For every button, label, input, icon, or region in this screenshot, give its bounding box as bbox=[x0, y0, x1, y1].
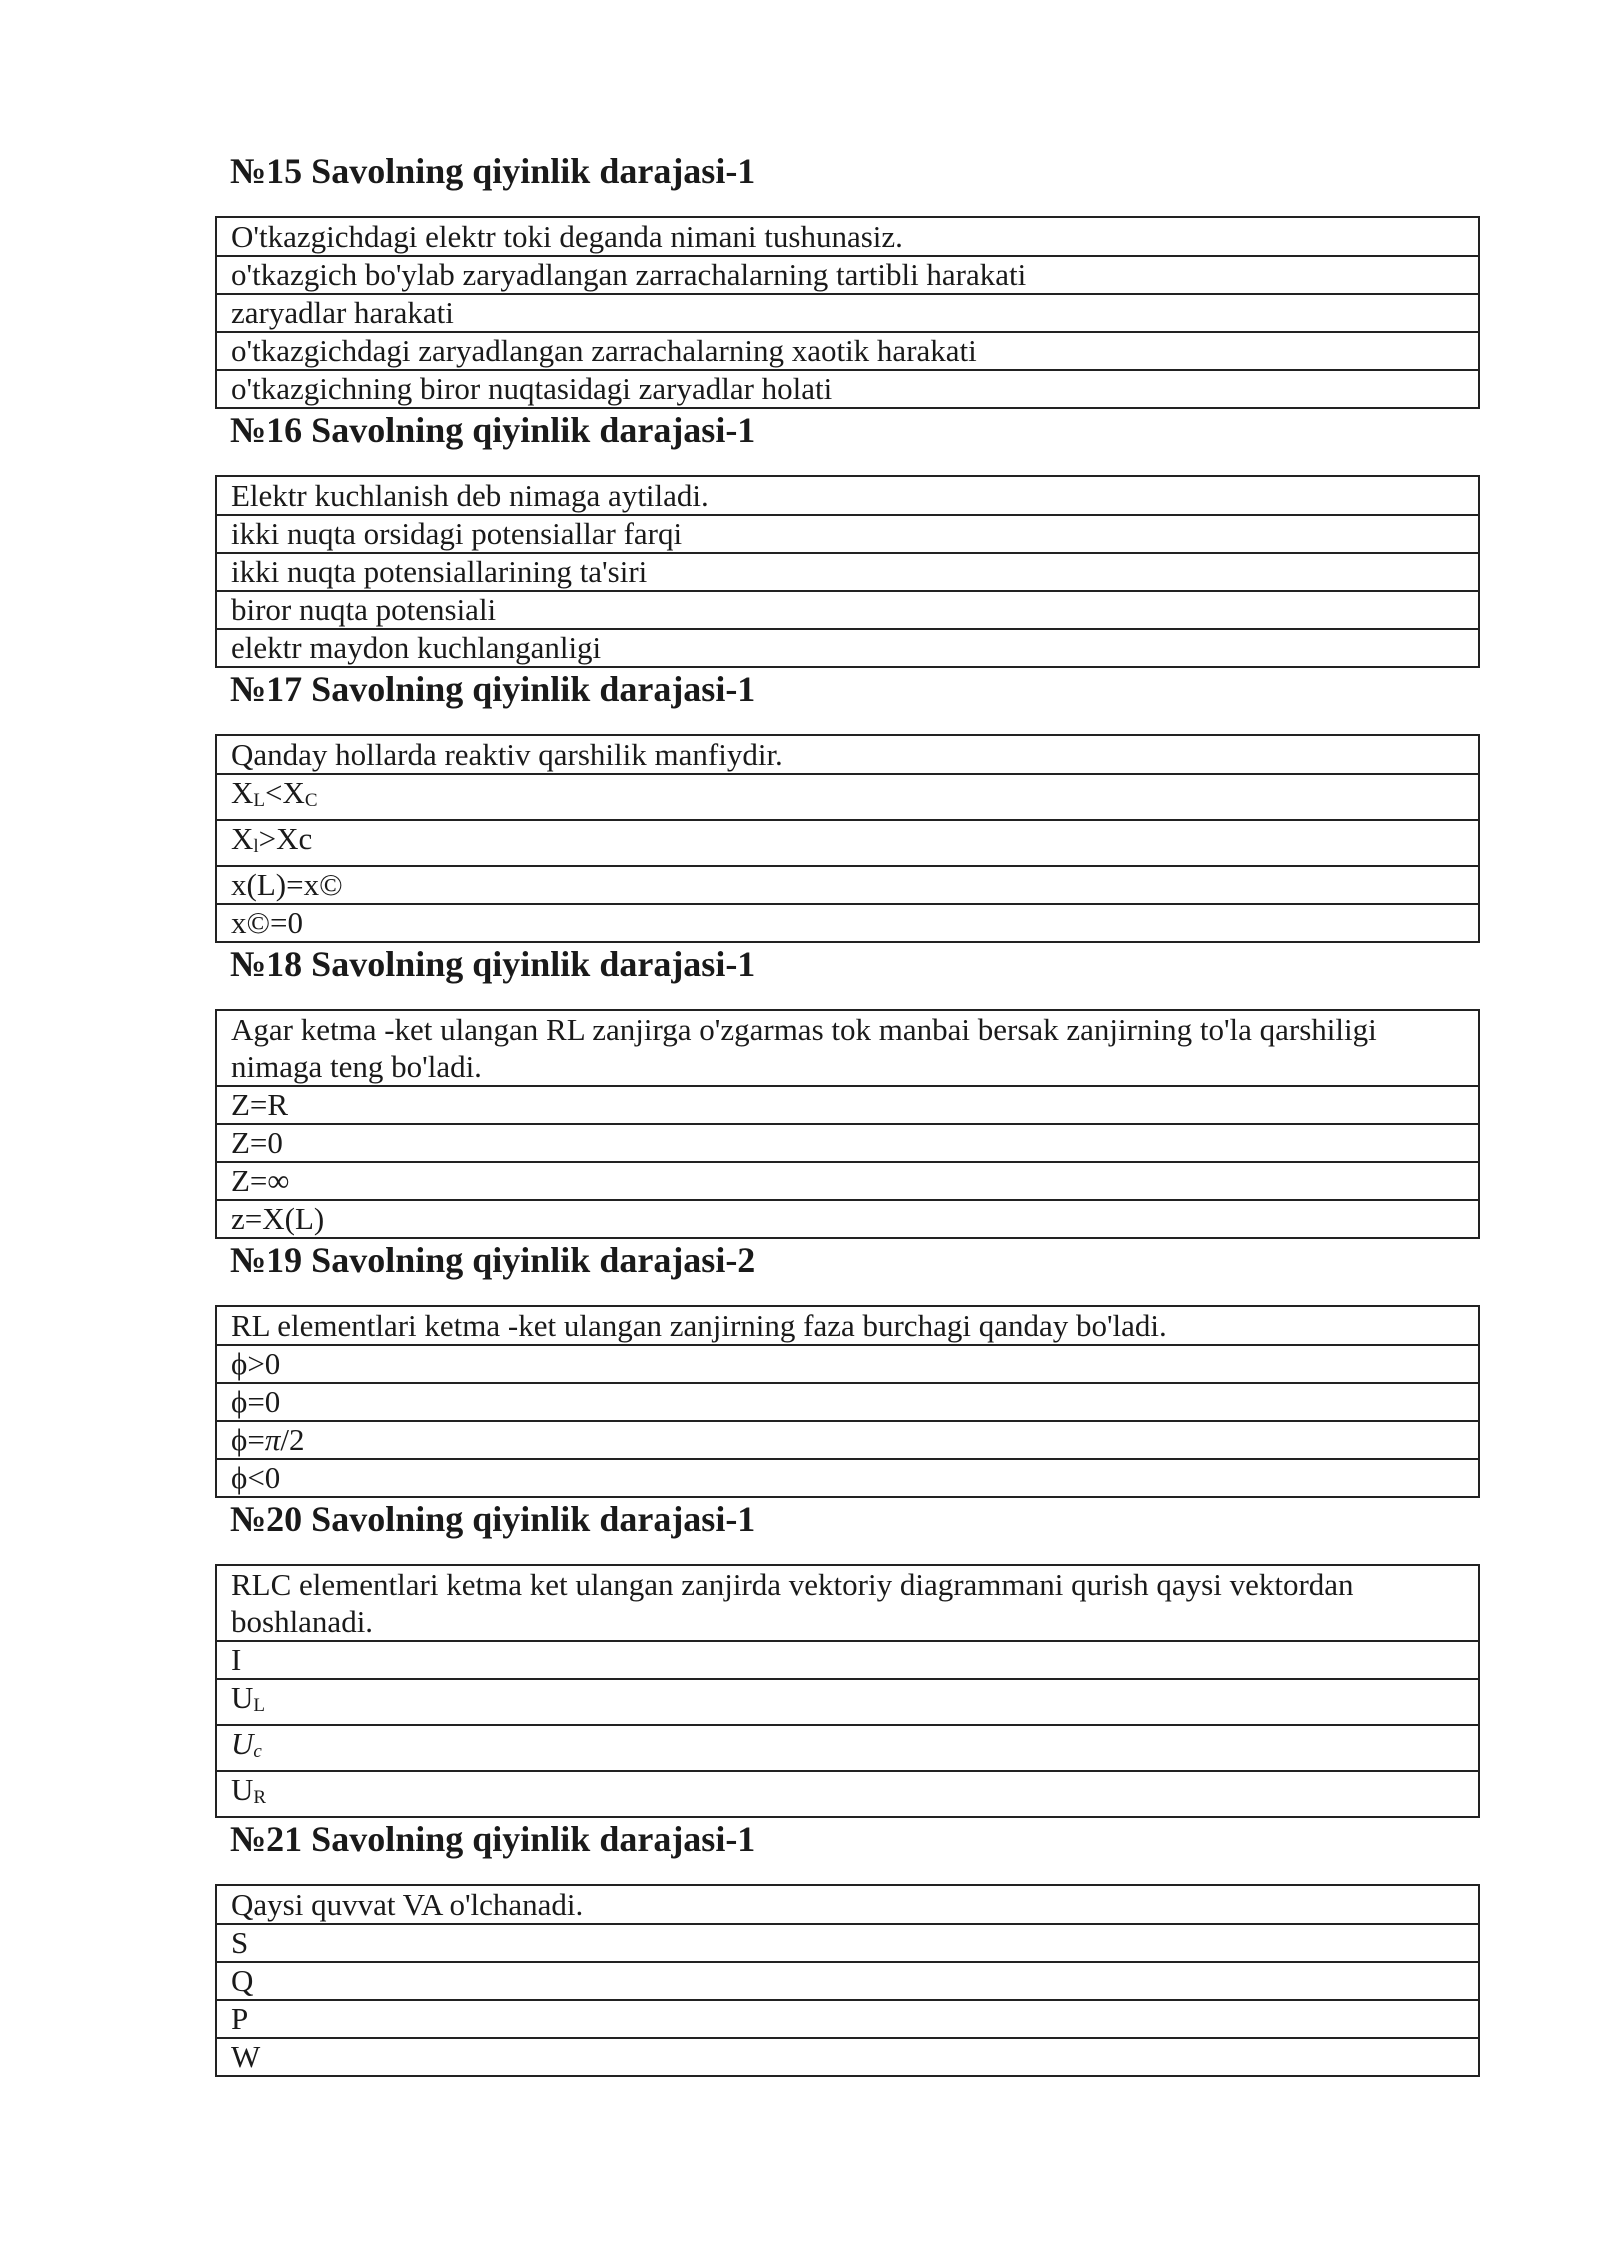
question-text: Qaysi quvvat VA o'lchanadi. bbox=[231, 1887, 584, 1922]
question-text: RL elementlari ketma -ket ulangan zanjirning faza burchagi qanday bo'ladi. bbox=[231, 1308, 1167, 1343]
answer-option: x(L)=x© bbox=[217, 865, 1478, 903]
answer-option: I bbox=[217, 1640, 1478, 1678]
answer-option: zaryadlar harakati bbox=[217, 293, 1478, 331]
question-block-17 bbox=[215, 668, 1480, 943]
answer-option: W bbox=[217, 2037, 1478, 2075]
answer-option: x©=0 bbox=[217, 903, 1478, 941]
question-table bbox=[215, 1009, 1480, 1239]
formula-mid: <X bbox=[265, 775, 305, 810]
answer-option: biror nuqta potensiali bbox=[217, 590, 1478, 628]
formula-subscript: L bbox=[253, 1695, 265, 1716]
formula-post: /2 bbox=[280, 1422, 305, 1457]
question-table bbox=[215, 1564, 1480, 1818]
formula-pre: ϕ= bbox=[231, 1422, 265, 1457]
question-heading: №17 Savolning qiyinlik darajasi-1 bbox=[230, 669, 756, 709]
answer-option bbox=[217, 819, 1478, 865]
question-heading: №18 Savolning qiyinlik darajasi-1 bbox=[230, 944, 756, 984]
question-text: Elektr kuchlanish deb nimaga aytiladi. bbox=[231, 478, 709, 513]
question-block-20 bbox=[215, 1498, 1480, 1818]
answer-option bbox=[217, 1770, 1478, 1816]
question-block-19 bbox=[215, 1239, 1480, 1498]
question-table bbox=[215, 734, 1480, 943]
formula-main: U bbox=[231, 1726, 254, 1761]
question-heading: №21 Savolning qiyinlik darajasi-1 bbox=[230, 1819, 756, 1859]
question-heading: №20 Savolning qiyinlik darajasi-1 bbox=[230, 1499, 756, 1539]
answer-option: Z=R bbox=[217, 1085, 1478, 1123]
formula-subscript: l bbox=[253, 836, 259, 857]
question-table bbox=[215, 1305, 1480, 1498]
answer-option: Q bbox=[217, 1961, 1478, 1999]
test-page bbox=[215, 150, 1480, 2077]
formula-main: U bbox=[231, 1680, 254, 1715]
answer-option: ϕ=0 bbox=[217, 1382, 1478, 1420]
question-heading: №19 Savolning qiyinlik darajasi-2 bbox=[230, 1240, 756, 1280]
formula-main: X bbox=[231, 821, 254, 856]
answer-option bbox=[217, 1678, 1478, 1724]
question-text: Agar ketma -ket ulangan RL zanjirga o'zgarmas tok manbai bersak zanjirning to'la qarshiligi nimaga teng bo'ladi. bbox=[231, 1012, 1377, 1084]
formula-main: X bbox=[231, 775, 254, 810]
formula-subscript: C bbox=[304, 790, 318, 811]
answer-option bbox=[217, 1420, 1478, 1458]
formula-subscript: R bbox=[253, 1787, 267, 1808]
answer-option: z=X(L) bbox=[217, 1199, 1478, 1237]
question-heading: №15 Savolning qiyinlik darajasi-1 bbox=[230, 151, 756, 191]
answer-option: ikki nuqta potensiallarining ta'siri bbox=[217, 552, 1478, 590]
answer-option: o'tkazgichdagi zaryadlangan zarrachalarning xaotik harakati bbox=[217, 331, 1478, 369]
question-heading: №16 Savolning qiyinlik darajasi-1 bbox=[230, 410, 756, 450]
question-text: O'tkazgichdagi elektr toki deganda nimani tushunasiz. bbox=[231, 219, 903, 254]
question-table bbox=[215, 475, 1480, 668]
formula-mid: >Xc bbox=[258, 821, 313, 856]
formula-subscript: L bbox=[253, 790, 265, 811]
answer-option: elektr maydon kuchlanganligi bbox=[217, 628, 1478, 666]
question-block-18 bbox=[215, 943, 1480, 1239]
pi-symbol: π bbox=[264, 1422, 281, 1457]
formula-subscript: c bbox=[253, 1741, 262, 1762]
question-block-15 bbox=[215, 150, 1480, 409]
question-block-21 bbox=[215, 1818, 1480, 2077]
answer-option: o'tkazgich bo'ylab zaryadlangan zarrachalarning tartibli harakati bbox=[217, 255, 1478, 293]
question-table bbox=[215, 216, 1480, 409]
answer-option: ϕ>0 bbox=[217, 1344, 1478, 1382]
formula-main: U bbox=[231, 1772, 254, 1807]
answer-option: S bbox=[217, 1923, 1478, 1961]
answer-option: o'tkazgichning biror nuqtasidagi zaryadlar holati bbox=[217, 369, 1478, 407]
question-text: RLC elementlari ketma ket ulangan zanjirda vektoriy diagrammani qurish qaysi vektordan boshlanadi. bbox=[231, 1567, 1354, 1639]
answer-option bbox=[217, 773, 1478, 819]
answer-option: P bbox=[217, 1999, 1478, 2037]
question-text: Qanday hollarda reaktiv qarshilik manfiydir. bbox=[231, 737, 783, 772]
answer-option: ϕ<0 bbox=[217, 1458, 1478, 1496]
question-table bbox=[215, 1884, 1480, 2077]
answer-option bbox=[217, 1724, 1478, 1770]
answer-option: ikki nuqta orsidagi potensiallar farqi bbox=[217, 514, 1478, 552]
answer-option: Z=0 bbox=[217, 1123, 1478, 1161]
answer-option: Z=∞ bbox=[217, 1161, 1478, 1199]
question-block-16 bbox=[215, 409, 1480, 668]
